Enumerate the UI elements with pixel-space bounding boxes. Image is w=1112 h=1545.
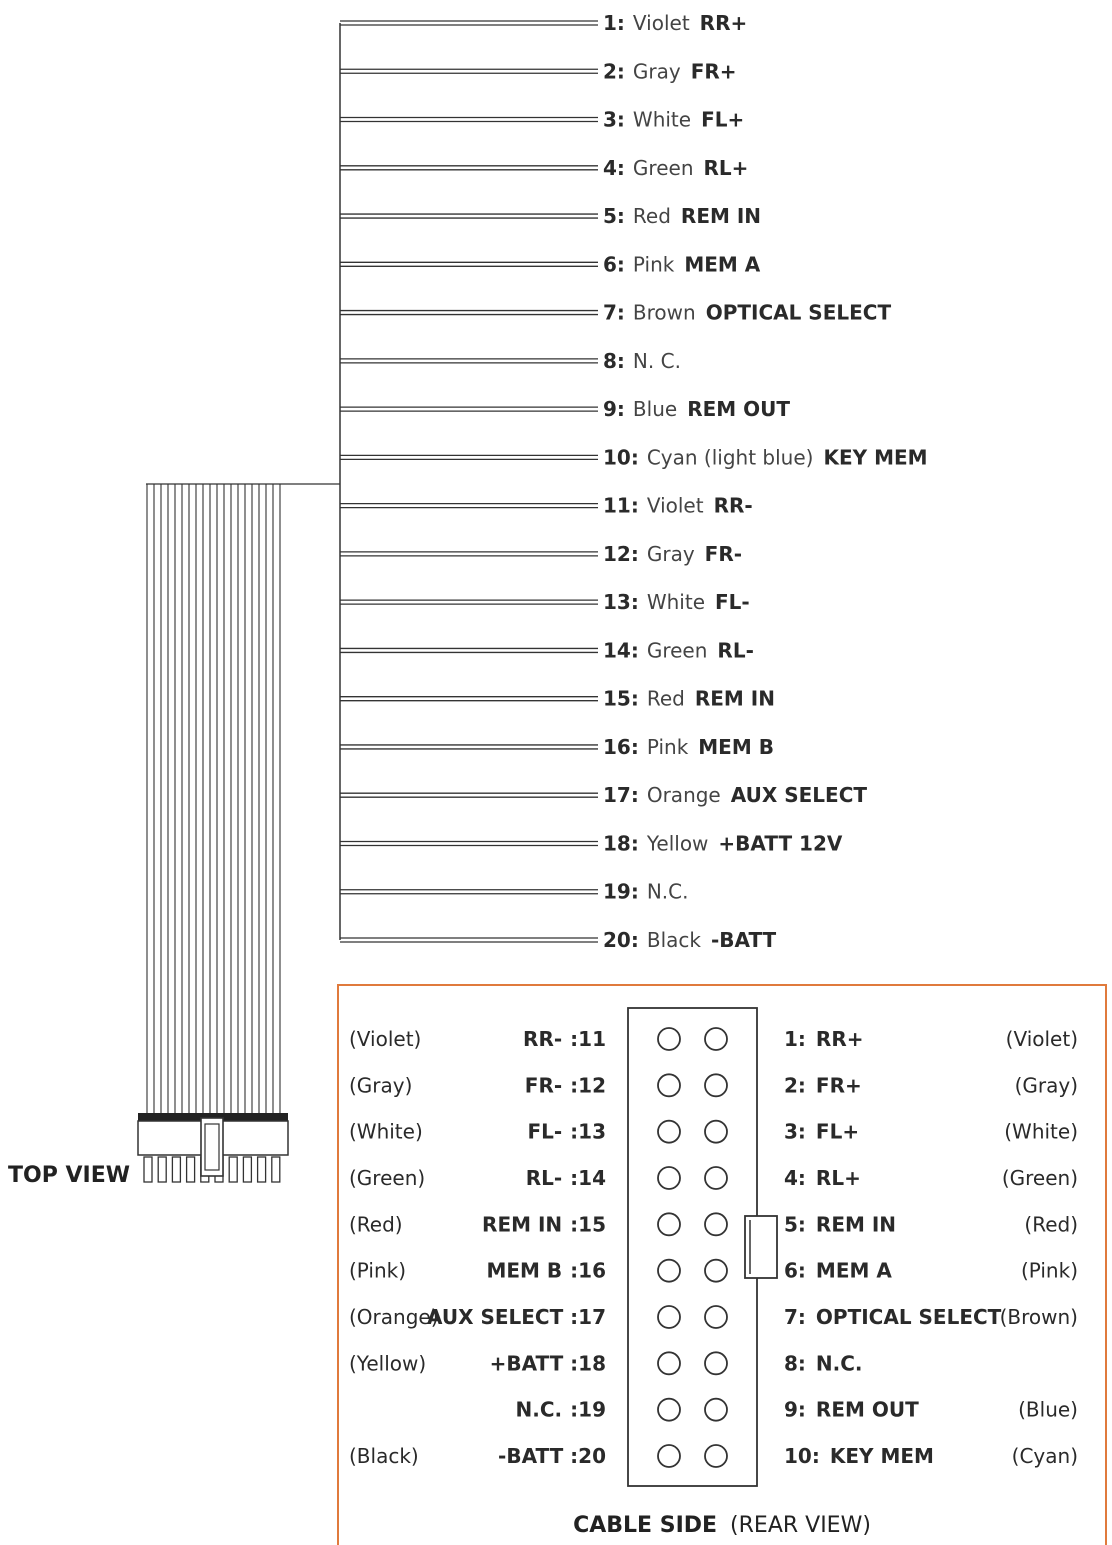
wire-pin: 20: [603,928,639,952]
wire-label [603,349,681,373]
left-pin-number: :12 [570,1073,606,1098]
wire-color: N.C. [646,879,689,904]
wire-pin: 15: [603,686,639,711]
wire-color: Red [646,686,685,711]
left-pin-signal [527,1120,606,1144]
left-pin-color: (Green) [349,1166,426,1190]
pin-hole [658,1121,680,1143]
wire-label [603,928,777,952]
wire-color: Green [646,638,708,663]
right-pin-signal [784,1073,862,1097]
left-signal-name: N.C. [515,1397,563,1422]
left-pin-signal [498,1444,606,1468]
wire-signal: RL- [717,638,754,663]
left-pin-signal [525,1073,606,1097]
right-signal-name: FR+ [815,1073,862,1098]
wire-color: Brown [632,300,696,325]
right-pin-number: 8: [784,1351,806,1376]
right-pin-color: (Brown) [999,1305,1078,1329]
wire-pin: 7: [603,300,625,325]
left-pin-signal [482,1212,606,1236]
left-pin-number: :11 [570,1027,606,1051]
right-pin-number: 10: [784,1444,820,1468]
wire-label [603,687,775,711]
pin-hole [658,1167,680,1189]
wire-color: White [632,107,692,132]
wire-color: Gray [632,59,681,84]
right-pin-signal [784,1305,1002,1329]
wire-color: Gray [646,541,695,566]
left-pin-number: :17 [570,1305,606,1329]
wire-pin: 19: [603,879,639,904]
wire-harness [138,21,598,1182]
right-pin-color: (Red) [1024,1212,1078,1237]
wire-pin: 12: [603,541,639,566]
wire-signal: MEM B [698,734,774,759]
right-pin-color: (Pink) [1020,1258,1078,1283]
left-pin-number: :15 [570,1212,606,1237]
plug-pin [144,1157,152,1182]
pin-hole [705,1260,727,1282]
right-pin-color: (Cyan) [1011,1444,1078,1468]
left-pin-signal [526,1166,606,1190]
right-signal-name: N.C. [815,1351,863,1376]
wire-color: White [646,590,705,615]
pin-hole [705,1167,727,1189]
right-pin-signal [784,1027,863,1051]
left-pin-number: :13 [570,1119,606,1144]
wire-label [603,301,891,325]
left-pin-signal [523,1027,606,1051]
wire-label [603,735,774,759]
wire-color: Violet [646,493,704,518]
wire-label [603,638,754,662]
wire-pin: 9: [603,397,625,422]
pin-hole [658,1260,680,1282]
wire-signal: RR- [713,493,753,518]
pin-hole [658,1399,680,1421]
wire-signal: OPTICAL SELECT [705,300,892,325]
right-pin-number: 1: [784,1027,806,1051]
left-pin-number: :19 [570,1397,606,1422]
left-pin-number: :14 [570,1166,606,1190]
right-pin-color: (Blue) [1018,1397,1078,1422]
wire-signal: RL+ [703,155,749,180]
wire-label [603,156,748,180]
wire-pin: 14: [603,638,639,663]
wire-pin: 11: [603,493,639,518]
left-signal-name: REM IN [482,1212,563,1237]
right-pin-color: (White) [1004,1119,1078,1144]
cable-side-caption [573,1513,871,1538]
right-pin-number: 6: [784,1258,806,1283]
wire-pin: 3: [603,107,625,132]
wire-label [603,11,747,35]
left-pin-color: (Red) [349,1212,403,1237]
right-pin-number: 9: [784,1397,806,1422]
plug-pin [243,1157,251,1182]
wire-signal: REM IN [694,686,775,711]
wire-color: Green [632,155,694,180]
right-signal-name: RL+ [815,1166,861,1190]
wire-color: Pink [632,252,675,277]
left-signal-name: +BATT [489,1351,563,1376]
wire-label [603,542,742,566]
wire-signal: FL+ [701,107,745,132]
rear-view-text: (REAR VIEW) [730,1513,871,1538]
pin-hole [705,1352,727,1374]
left-signal-name: RL- [525,1166,563,1190]
right-pin-color: (Gray) [1014,1073,1078,1098]
pin-hole [658,1213,680,1235]
pin-hole [658,1074,680,1096]
wire-pin: 1: [603,11,625,35]
right-pin-signal [784,1212,896,1236]
right-pin-signal [784,1351,863,1375]
right-signal-name: RR+ [815,1027,864,1051]
wire-label [603,831,843,855]
left-pin-color: (Pink) [349,1258,407,1283]
right-signal-name: REM OUT [815,1397,919,1422]
pin-hole [658,1028,680,1050]
wire-pin: 17: [603,783,639,808]
left-pin-color: (White) [349,1119,423,1144]
wire-signal: FR- [704,541,743,566]
wire-color: Violet [632,11,690,35]
left-signal-name: RR- [523,1027,563,1051]
left-pin-signal [427,1305,606,1329]
right-pin-color: (Green) [1001,1166,1078,1190]
cable-side-bold: CABLE SIDE [573,1513,718,1538]
wire-label [603,494,753,518]
wire-signal: FR+ [690,59,737,84]
wire-pin: 4: [603,155,625,180]
connector-left-labels [349,1027,606,1468]
left-pin-number: :18 [570,1351,606,1376]
wire-signal: AUX SELECT [730,783,868,808]
wire-pin: 5: [603,204,625,229]
right-signal-name: OPTICAL SELECT [815,1305,1002,1329]
right-signal-name: KEY MEM [829,1444,934,1468]
wire-color: Yellow [646,831,709,856]
pin-hole [705,1445,727,1467]
wire-signal: FL- [715,590,750,615]
wire-color: Cyan (light blue) [646,445,814,470]
wire-signal: REM OUT [687,397,790,422]
wire-color: Pink [646,734,689,759]
right-pin-number: 5: [784,1212,806,1237]
right-pin-number: 4: [784,1166,806,1190]
wire-pin: 16: [603,734,639,759]
connector-right-labels [784,1027,1078,1468]
connector-rear-view [628,1008,777,1486]
wire-label [603,783,867,807]
plug-latch-inner [205,1124,219,1170]
top-view-label: TOP VIEW [8,1163,130,1188]
wire-color: Blue [632,397,678,422]
right-signal-name: REM IN [815,1212,897,1237]
left-pin-signal [516,1398,606,1422]
left-pin-color: (Gray) [349,1073,413,1098]
wire-signal: MEM A [684,252,761,277]
wire-label [603,880,688,904]
left-pin-number: :16 [570,1258,606,1283]
plug-pin [158,1157,166,1182]
pin-hole [705,1399,727,1421]
right-pin-signal [784,1259,892,1283]
left-pin-signal [490,1351,606,1375]
pin-hole [705,1074,727,1096]
wire-pin: 10: [603,445,639,470]
wire-label [603,590,750,614]
right-pin-signal [784,1398,919,1422]
pin-hole [705,1306,727,1328]
left-signal-name: FR- [524,1073,563,1098]
wire-pin: 18: [603,831,639,856]
right-pin-number: 7: [784,1305,806,1329]
left-pin-number: :20 [570,1444,606,1468]
connector-body [628,1008,757,1486]
right-pin-number: 3: [784,1119,806,1144]
plug-pin [272,1157,280,1182]
plug-pin [187,1157,195,1182]
wire-color: Orange [646,783,721,808]
wire-pin: 13: [603,590,639,615]
wire-signal: -BATT [710,928,777,952]
wire-label [603,59,737,83]
left-signal-name: -BATT [498,1444,563,1468]
wire-signal: RR+ [699,11,748,35]
pin-hole [658,1445,680,1467]
pin-hole [705,1121,727,1143]
wire-signal: +BATT 12V [718,831,843,856]
wire-color: Red [632,204,671,229]
right-pin-signal [784,1444,934,1468]
right-signal-name: MEM A [815,1258,892,1283]
right-pin-number: 2: [784,1073,806,1098]
left-pin-color: (Yellow) [349,1351,427,1376]
wire-label [603,445,928,469]
wire-signal: REM IN [680,204,762,229]
right-pin-signal [784,1120,859,1144]
pin-hole [658,1306,680,1328]
plug-pin [258,1157,266,1182]
pin-hole [658,1352,680,1374]
left-pin-color: (Orange) [349,1305,439,1329]
left-signal-name: AUX SELECT [426,1305,563,1329]
wire-label [603,252,761,276]
left-pin-color: (Black) [349,1444,419,1468]
pin-hole [705,1213,727,1235]
pin-hole [705,1028,727,1050]
wire-label [603,397,790,421]
plug-pin [172,1157,180,1182]
wire-label [603,108,744,132]
wire-pin: 6: [603,252,625,277]
wire-pin: 8: [603,348,625,373]
left-pin-color: (Violet) [349,1027,422,1051]
plug-pin [229,1157,237,1182]
right-signal-name: FL+ [815,1119,860,1144]
wire-pin: 2: [603,59,625,84]
wire-label [603,204,761,228]
wire-color: Black [646,928,701,952]
left-signal-name: FL- [527,1119,563,1144]
left-pin-signal [486,1259,606,1283]
right-pin-signal [784,1166,861,1190]
wire-signal: KEY MEM [823,445,928,470]
left-signal-name: MEM B [486,1258,563,1283]
wire-color: N. C. [632,348,681,373]
right-pin-color: (Violet) [1005,1027,1078,1051]
wire-label-list [603,11,928,952]
